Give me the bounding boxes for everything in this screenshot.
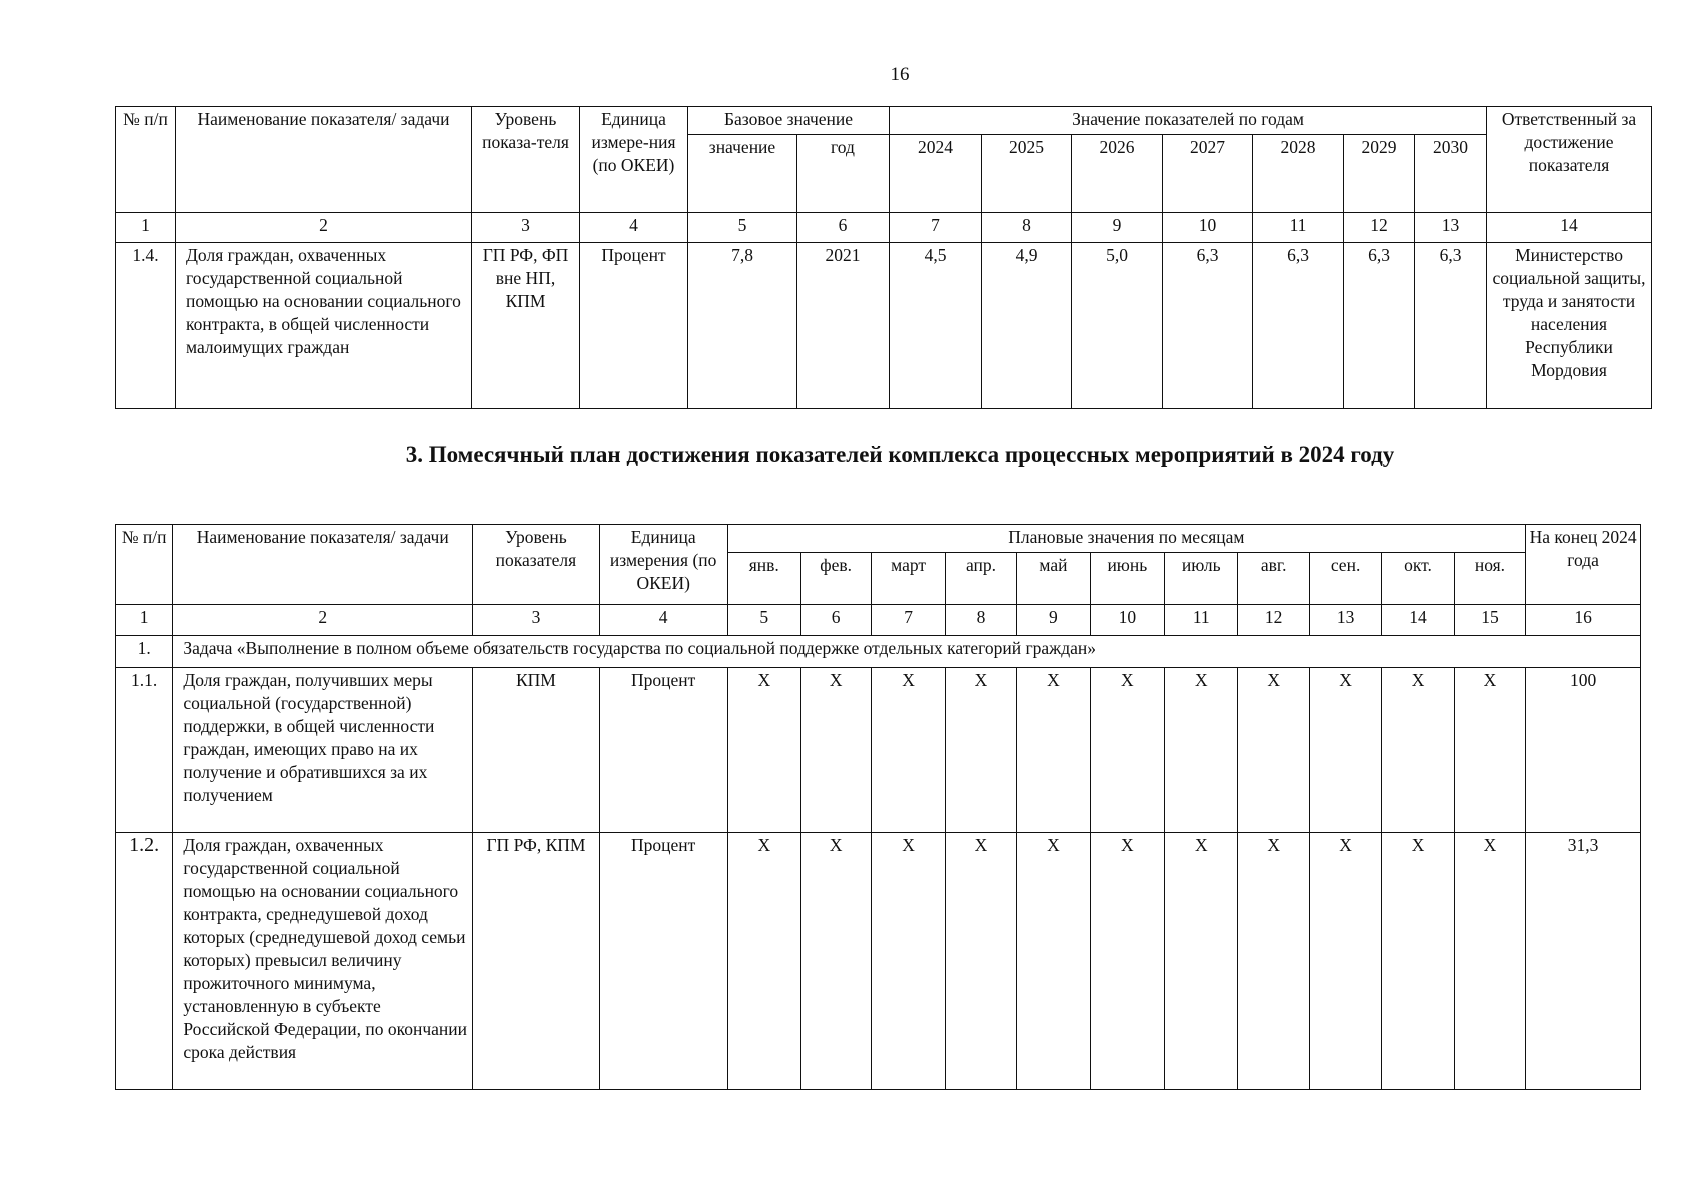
header-month: ноя. (1454, 553, 1525, 605)
column-number: 6 (800, 605, 871, 636)
row-end-of-year: 31,3 (1526, 833, 1641, 1090)
page-number: 16 (890, 64, 910, 85)
column-number: 7 (890, 213, 982, 243)
column-number: 16 (1526, 605, 1641, 636)
row-month-value: X (800, 668, 871, 833)
column-number: 13 (1415, 213, 1487, 243)
row-month-value: X (1090, 668, 1164, 833)
table-row (116, 833, 1641, 1090)
row-month-value: X (1382, 668, 1454, 833)
row-year-value: 5,0 (1072, 243, 1163, 409)
column-number: 10 (1090, 605, 1164, 636)
header-year: 2026 (1072, 135, 1163, 213)
row-month-value: X (872, 668, 945, 833)
header-month: сен. (1309, 553, 1381, 605)
column-number: 4 (580, 213, 688, 243)
column-number: 1 (116, 605, 173, 636)
table-header-row (116, 525, 1641, 553)
row-level: ГП РФ, ФП вне НП, КПМ (472, 243, 580, 409)
header-month: окт. (1382, 553, 1454, 605)
header-month: июнь (1090, 553, 1164, 605)
task-num: 1. (116, 636, 173, 668)
task-row (116, 636, 1641, 668)
header-base-year: год (797, 135, 890, 213)
row-base-year: 2021 (797, 243, 890, 409)
column-number: 14 (1382, 605, 1454, 636)
column-number-row (116, 213, 1652, 243)
header-num: № п/п (116, 107, 176, 213)
column-number: 3 (472, 213, 580, 243)
row-name: Доля граждан, получивших меры социальной (государственной) поддержки, в общей численности граждан, имеющих право на их получение и обратившихся за их получением (173, 668, 473, 833)
row-month-value: X (1090, 833, 1164, 1090)
column-number: 10 (1163, 213, 1253, 243)
indicator-values-table (115, 106, 1652, 409)
header-end-of-year: На конец 2024 года (1526, 525, 1641, 605)
header-month: фев. (800, 553, 871, 605)
row-year-value: 6,3 (1253, 243, 1344, 409)
column-number: 12 (1344, 213, 1415, 243)
row-year-value: 4,5 (890, 243, 982, 409)
column-number: 3 (473, 605, 600, 636)
row-year-value: 6,3 (1415, 243, 1487, 409)
header-unit: Единица измерения (по ОКЕИ) (599, 525, 727, 605)
column-number: 1 (116, 213, 176, 243)
header-responsible: Ответственный за достижение показателя (1487, 107, 1652, 213)
row-month-value: X (800, 833, 871, 1090)
row-num: 1.1. (116, 668, 173, 833)
row-num: 1.2. (116, 833, 173, 1090)
column-number: 2 (173, 605, 473, 636)
row-month-value: X (1017, 833, 1090, 1090)
column-number: 7 (872, 605, 945, 636)
header-year: 2025 (982, 135, 1072, 213)
row-unit: Процент (580, 243, 688, 409)
row-num: 1.4. (116, 243, 176, 409)
column-number: 15 (1454, 605, 1525, 636)
column-number: 13 (1309, 605, 1381, 636)
row-end-of-year: 100 (1526, 668, 1641, 833)
row-month-value: X (727, 833, 800, 1090)
header-num: № п/п (116, 525, 173, 605)
header-month: июль (1165, 553, 1238, 605)
header-year: 2029 (1344, 135, 1415, 213)
table-row (116, 243, 1652, 409)
row-month-value: X (945, 833, 1016, 1090)
column-number: 5 (688, 213, 797, 243)
row-base-value: 7,8 (688, 243, 797, 409)
row-month-value: X (727, 668, 800, 833)
header-unit: Единица измере-ния (по ОКЕИ) (580, 107, 688, 213)
header-month: апр. (945, 553, 1016, 605)
row-month-value: X (1454, 668, 1525, 833)
row-unit: Процент (599, 833, 727, 1090)
section-title: 3. Помесячный план достижения показателей комплекса процессных мероприятий в 2024 году (405, 442, 1395, 467)
table-header-row (116, 107, 1652, 135)
row-year-value: 6,3 (1163, 243, 1253, 409)
row-month-value: X (1309, 668, 1381, 833)
column-number: 6 (797, 213, 890, 243)
row-name: Доля граждан, охваченных государственной социальной помощью на основании социального контракта, среднедушевой доход которых (среднедушевой доход семьи которых) превысил величину прожиточного минимума, установленную в субъекте Российской Федерации, по окончании срока действия (173, 833, 473, 1090)
row-month-value: X (872, 833, 945, 1090)
header-base: Базовое значение (688, 107, 890, 135)
column-number: 8 (945, 605, 1016, 636)
header-months-group: Плановые значения по месяцам (727, 525, 1526, 553)
column-number: 12 (1238, 605, 1309, 636)
column-number: 8 (982, 213, 1072, 243)
column-number: 4 (599, 605, 727, 636)
header-year: 2028 (1253, 135, 1344, 213)
row-level: ГП РФ, КПМ (473, 833, 600, 1090)
row-month-value: X (1309, 833, 1381, 1090)
row-month-value: X (1454, 833, 1525, 1090)
header-base-value: значение (688, 135, 797, 213)
row-name: Доля граждан, охваченных государственной социальной помощью на основании социального контракта, в общей численности малоимущих граждан (176, 243, 472, 409)
header-level: Уровень показа-теля (472, 107, 580, 213)
row-year-value: 6,3 (1344, 243, 1415, 409)
column-number: 14 (1487, 213, 1652, 243)
column-number-row (116, 605, 1641, 636)
row-month-value: X (1238, 833, 1309, 1090)
header-month: янв. (727, 553, 800, 605)
header-name: Наименование показателя/ задачи (176, 107, 472, 213)
header-month: март (872, 553, 945, 605)
table-row (116, 668, 1641, 833)
column-number: 9 (1017, 605, 1090, 636)
row-month-value: X (1165, 668, 1238, 833)
row-level: КПМ (473, 668, 600, 833)
column-number: 11 (1165, 605, 1238, 636)
row-responsible: Министерство социальной защиты, труда и занятости населения Республики Мордовия (1487, 243, 1652, 409)
header-name: Наименование показателя/ задачи (173, 525, 473, 605)
header-year: 2030 (1415, 135, 1487, 213)
row-month-value: X (1382, 833, 1454, 1090)
row-unit: Процент (599, 668, 727, 833)
column-number: 9 (1072, 213, 1163, 243)
column-number: 5 (727, 605, 800, 636)
monthly-plan-table (115, 524, 1641, 1090)
header-month: май (1017, 553, 1090, 605)
row-month-value: X (1238, 668, 1309, 833)
header-month: авг. (1238, 553, 1309, 605)
row-month-value: X (1165, 833, 1238, 1090)
header-year: 2027 (1163, 135, 1253, 213)
row-month-value: X (1017, 668, 1090, 833)
header-level: Уровень показателя (473, 525, 600, 605)
row-month-value: X (945, 668, 1016, 833)
header-years-group: Значение показателей по годам (890, 107, 1487, 135)
column-number: 11 (1253, 213, 1344, 243)
row-year-value: 4,9 (982, 243, 1072, 409)
column-number: 2 (176, 213, 472, 243)
task-text: Задача «Выполнение в полном объеме обязательств государства по социальной поддержке отдельных категорий граждан» (173, 636, 1641, 668)
header-year: 2024 (890, 135, 982, 213)
